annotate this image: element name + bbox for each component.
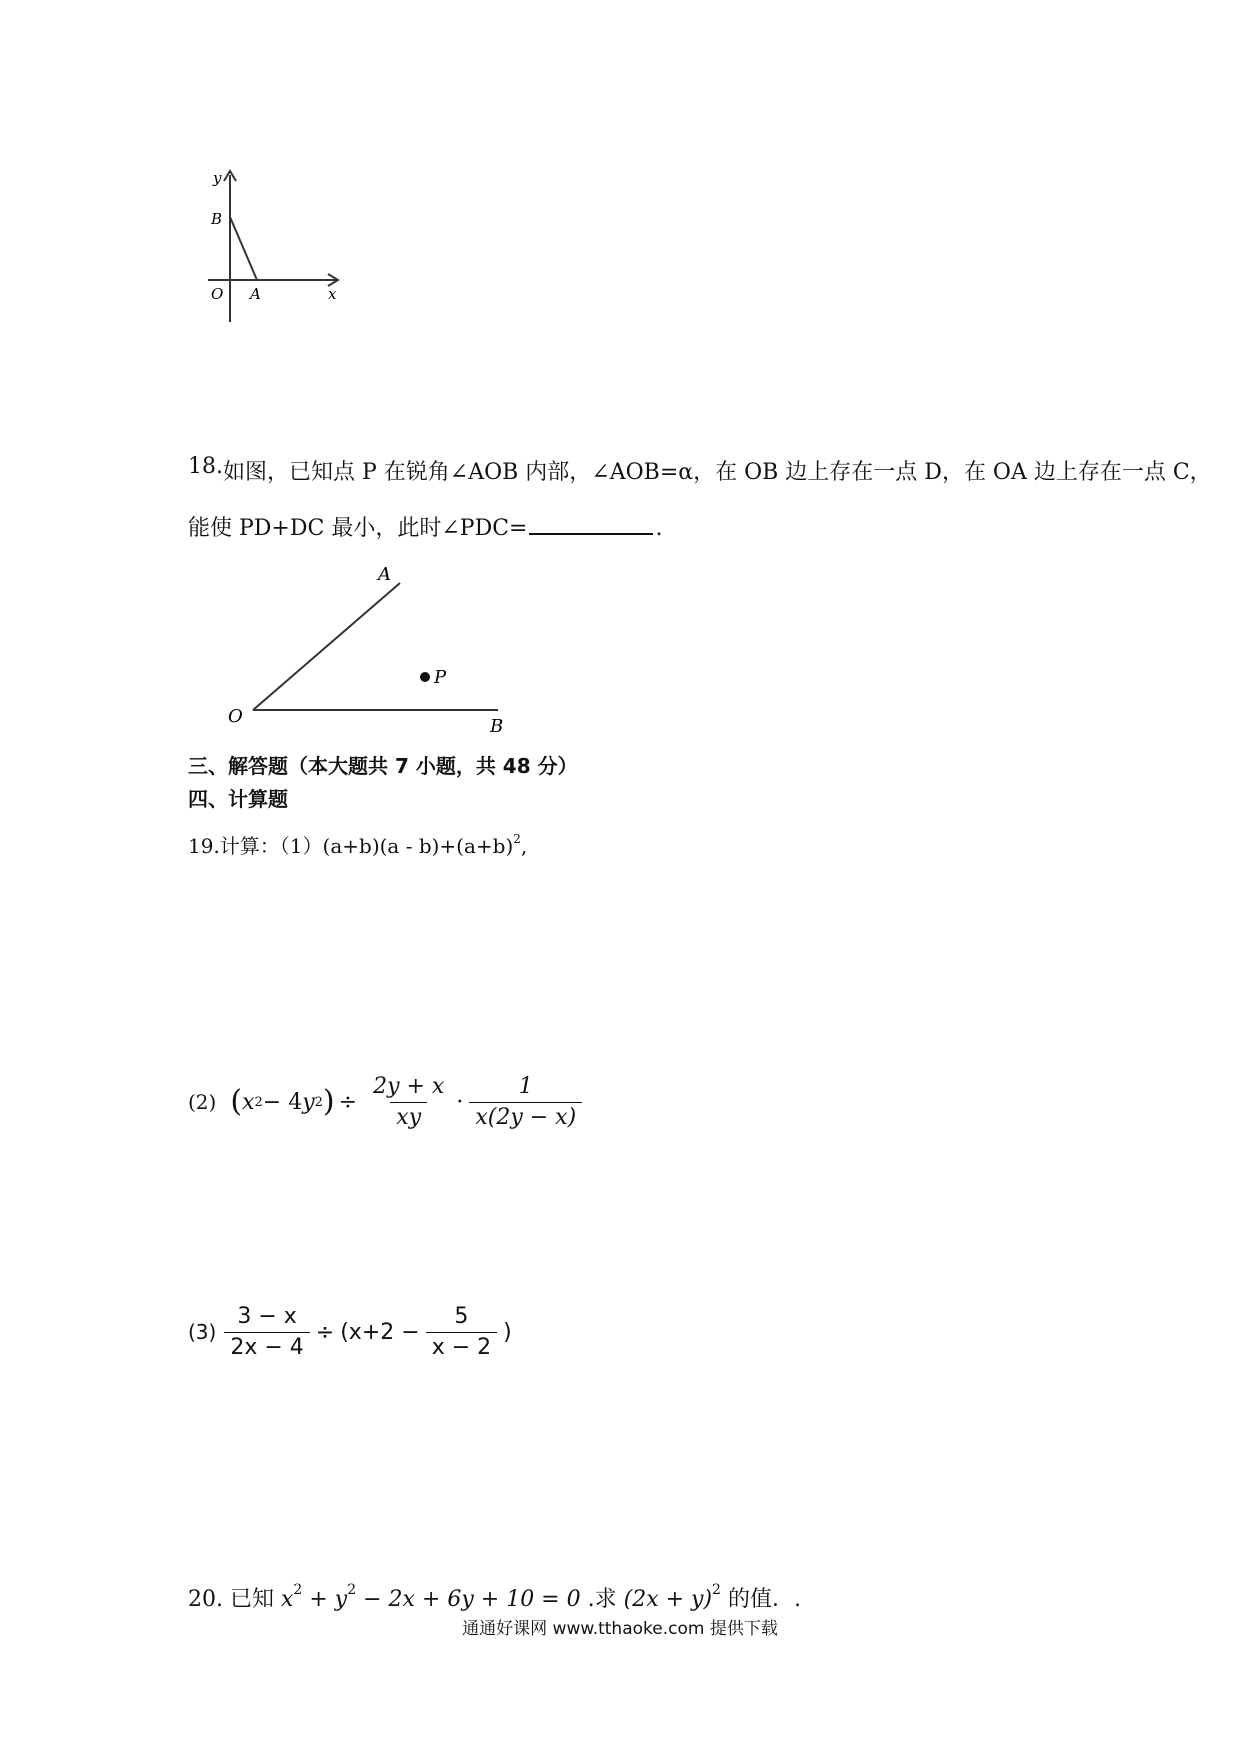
label-a: A: [250, 285, 261, 303]
q19-2-x: x: [242, 1089, 255, 1115]
label-b: B: [490, 716, 504, 737]
fraction-numerator: 2y + x: [373, 1073, 445, 1099]
q20-eq-y: + y: [302, 1587, 348, 1612]
answer-blank[interactable]: [529, 515, 653, 535]
q18-period: .: [655, 516, 663, 541]
q19-2-minus4: − 4: [262, 1089, 303, 1115]
q20: [188, 1575, 801, 1615]
q18-text-2: 能使 PD+DC 最小，此时∠PDC=: [188, 516, 528, 541]
q19-2-div: ÷: [338, 1089, 358, 1115]
q19-part3: [188, 1302, 512, 1362]
q20-expr: (2x + y): [623, 1587, 713, 1612]
q19-part2: [188, 1072, 588, 1132]
q19-2-dot: ·: [456, 1089, 464, 1115]
fraction-numerator: 3 − x: [237, 1303, 297, 1329]
ray-oa: [253, 583, 400, 710]
q19-suffix: ,: [520, 834, 528, 858]
q19-2-y: y: [302, 1089, 315, 1115]
q20-suffix: 的值．.: [727, 1587, 801, 1612]
q19-3-div: ÷: [315, 1319, 335, 1345]
q20-middle: .求: [587, 1587, 617, 1612]
q19-text: 19.计算：（1）(a+b)(a - b)+(a+b): [188, 834, 514, 858]
fraction-denominator: x(2y − x): [469, 1102, 582, 1131]
fraction-numerator: 5: [454, 1303, 469, 1329]
label-o: O: [228, 706, 243, 727]
fraction-denominator: xy: [390, 1102, 427, 1131]
segment-ab: [230, 217, 257, 280]
figure-axes-ab: [200, 165, 360, 325]
q20-prefix: 20. 已知: [188, 1587, 274, 1612]
label-b: B: [211, 210, 223, 228]
label-a: A: [378, 564, 391, 585]
page-footer: 通通好课网 www.tthaoke.com 提供下载: [462, 1619, 778, 1639]
label-p: P: [434, 667, 447, 688]
q20-eq-rest: − 2x + 6y + 10 = 0: [356, 1587, 581, 1612]
q19-3-fraction-1: [224, 1304, 309, 1361]
q20-eq-x: x: [280, 1587, 294, 1612]
q19-3-open: (x+2 −: [340, 1319, 420, 1345]
fraction-numerator: 1: [518, 1073, 533, 1099]
q18-line2: [188, 514, 662, 544]
point-p: [420, 672, 430, 682]
q20-exp-2: 2: [347, 1582, 357, 1598]
q19-2-fraction-1: [367, 1074, 450, 1131]
label-o: O: [211, 285, 224, 303]
figure-angle-aob: [220, 560, 520, 740]
q18-line1: [188, 454, 1212, 488]
q19-2-y-exp: 2: [314, 1094, 323, 1110]
q20-exp-1: 2: [293, 1582, 303, 1598]
q19-exponent: 2: [513, 832, 521, 846]
q20-exp-3: 2: [712, 1582, 721, 1598]
q19-2-rparen: ): [322, 1084, 335, 1119]
q18-number: 18.: [188, 454, 223, 479]
fraction-denominator: x − 2: [426, 1332, 497, 1361]
label-y: y: [213, 169, 222, 187]
label-x: x: [328, 285, 337, 303]
section-heading-3: 三、解答题（本大题共 7 小题，共 48 分）: [188, 754, 578, 778]
q19-2-label: (2): [188, 1090, 217, 1114]
fraction-denominator: 2x − 4: [224, 1332, 309, 1361]
q18-text-1: 如图，已知点 P 在锐角∠AOB 内部，∠AOB=α，在 OB 边上存在一点 D，在 OA 边上存在一点 C，: [223, 460, 1212, 485]
q19-part1: [188, 825, 527, 860]
q19-2-lparen: (: [230, 1084, 243, 1119]
q19-2-x-exp: 2: [254, 1094, 263, 1110]
section-heading-4: 四、计算题: [188, 787, 288, 811]
q19-2-fraction-2: [469, 1074, 582, 1131]
q19-3-label: (3): [188, 1320, 217, 1344]
q19-3-close: ): [503, 1319, 512, 1345]
q19-3-fraction-2: [426, 1304, 497, 1361]
